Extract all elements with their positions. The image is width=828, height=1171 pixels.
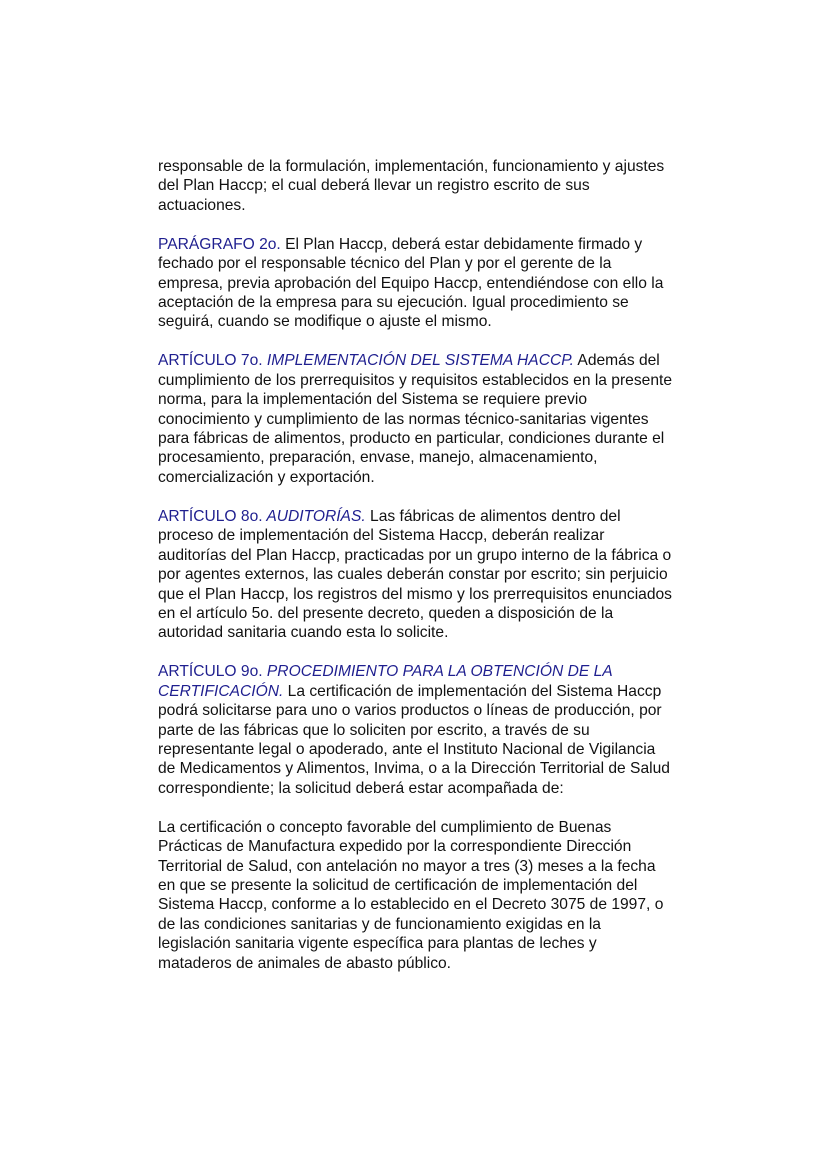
paragraph-articulo-7 xyxy=(158,351,718,487)
article-heading: IMPLEMENTACIÓN DEL SISTEMA HACCP. xyxy=(262,352,574,370)
document-body xyxy=(158,157,718,973)
paragraph-paragrafo-2 xyxy=(158,235,718,332)
article-number: ARTÍCULO 8o. xyxy=(158,507,263,525)
paragraph-articulo-9 xyxy=(158,662,718,798)
paragraph-text: responsable de la formulación, implementación, funcionamiento y ajustes del Plan Haccp; el cual deberá llevar un registro escrito de sus actuaciones. xyxy=(158,158,665,214)
paragraph-certification-requirement xyxy=(158,818,718,973)
paragraph-text: Además del cumplimiento de los prerrequisitos y requisitos establecidos en la presente norma, para la implementación del Sistema se requiere previo conocimiento y cumplimiento de las normas técnico-sanitarias vigentes para fábricas de alimentos, producto en particular, condiciones durante el procesamiento, preparación, envase, manejo, almacenamiento, comercialización y exportación. xyxy=(158,352,672,486)
article-heading: PROCEDIMIENTO PARA LA OBTENCIÓN DE LA CERTIFICACIÓN. xyxy=(158,663,613,700)
article-number: ARTÍCULO 9o. xyxy=(158,663,263,681)
paragraph-lead: PARÁGRAFO 2o. xyxy=(158,235,281,253)
paragraph-text: La certificación o concepto favorable del cumplimiento de Buenas Prácticas de Manufactura expedido por la correspondiente Dirección Territorial de Salud, con antelación no mayor a tres (3) meses a la fecha en que se presente la solicitud de certificación de implementación del Sistema Haccp, conforme a lo establecido en el Decreto 3075 de 1997, o de las condiciones sanitarias y de funcionamiento exigidas en la legislación sanitaria vigente específica para plantas de leches y mataderos de animales de abasto público. xyxy=(158,818,664,972)
article-number: ARTÍCULO 7o. xyxy=(158,352,263,370)
article-heading: AUDITORÍAS. xyxy=(262,507,366,525)
paragraph-text: Las fábricas de alimentos dentro del proceso de implementación del Sistema Haccp, deberán realizar auditorías del Plan Haccp, practicadas por un grupo interno de la fábrica o por agentes externos, las cuales deberán constar por escrito; sin perjuicio que el Plan Haccp, los registros del mismo y los prerrequisitos enunciados en el artículo 5o. del presente decreto, queden a disposición de la autoridad sanitaria cuando esta lo solicite. xyxy=(158,507,672,642)
paragraph-articulo-8 xyxy=(158,507,718,643)
paragraph-text: El Plan Haccp, deberá estar debidamente firmado y fechado por el responsable técnico del Plan y por el gerente de la empresa, previa aprobación del Equipo Haccp, entendiéndose con ello la aceptación de la empresa para su ejecución. Igual procedimiento se seguirá, cuando se modifique o ajuste el mismo. xyxy=(158,235,664,331)
paragraph-text: La certificación de implementación del Sistema Haccp podrá solicitarse para uno o varios productos o líneas de producción, por parte de las fábricas que lo soliciten por escrito, a través de su representante legal o apoderado, ante el Instituto Nacional de Vigilancia de Medicamentos y Alimentos, Invima, o a la Dirección Territorial de Salud correspondiente; la solicitud deberá estar acompañada de: xyxy=(158,682,670,797)
paragraph-continuation xyxy=(158,157,718,215)
